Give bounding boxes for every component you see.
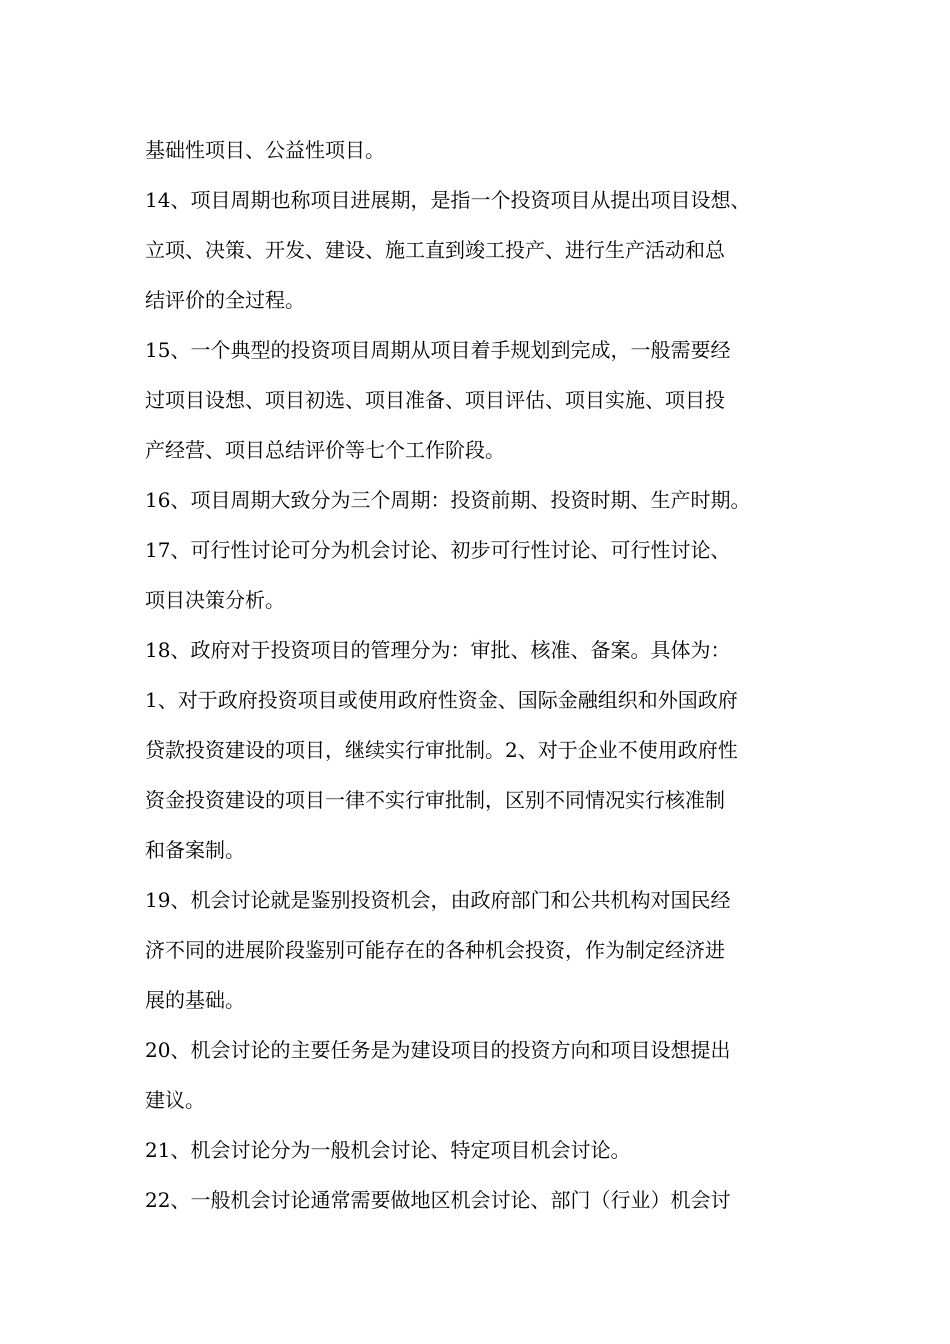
text-line: 建议。 (145, 1088, 205, 1112)
text-line: 17、可行性讨论可分为机会讨论、初步可行性讨论、可行性讨论、 (145, 538, 731, 562)
text-line: 19、机会讨论就是鉴别投资机会，由政府部门和公共机构对国民经 (145, 888, 731, 912)
text-line: 贷款投资建设的项目，继续实行审批制。2、对于企业不使用政府性 (145, 738, 738, 762)
text-line: 14、项目周期也称项目进展期，是指一个投资项目从提出项目设想、 (145, 188, 751, 212)
text-line: 济不同的进展阶段鉴别可能存在的各种机会投资，作为制定经济进 (145, 938, 725, 962)
text-line: 21、机会讨论分为一般机会讨论、特定项目机会讨论。 (145, 1138, 631, 1162)
text-line: 项目决策分析。 (145, 588, 285, 612)
text-line: 基础性项目、公益性项目。 (145, 138, 385, 162)
text-line: 和备案制。 (145, 838, 245, 862)
text-line: 立项、决策、开发、建设、施工直到竣工投产、进行生产活动和总 (145, 238, 725, 262)
text-line: 16、项目周期大致分为三个周期：投资前期、投资时期、生产时期。 (145, 488, 751, 512)
text-line: 结评价的全过程。 (145, 288, 305, 312)
text-line: 20、机会讨论的主要任务是为建设项目的投资方向和项目设想提出 (145, 1038, 731, 1062)
text-line: 15、一个典型的投资项目周期从项目着手规划到完成，一般需要经 (145, 338, 731, 362)
text-line: 产经营、项目总结评价等七个工作阶段。 (145, 438, 505, 462)
text-line: 22、一般机会讨论通常需要做地区机会讨论、部门（行业）机会讨 (145, 1188, 731, 1212)
text-line: 18、政府对于投资项目的管理分为：审批、核准、备案。具体为： (145, 638, 731, 662)
text-line: 资金投资建设的项目一律不实行审批制，区别不同情况实行核准制 (145, 788, 725, 812)
text-line: 1、对于政府投资项目或使用政府性资金、国际金融组织和外国政府 (145, 688, 738, 712)
text-line: 过项目设想、项目初选、项目准备、项目评估、项目实施、项目投 (145, 388, 725, 412)
text-line: 展的基础。 (145, 988, 245, 1012)
